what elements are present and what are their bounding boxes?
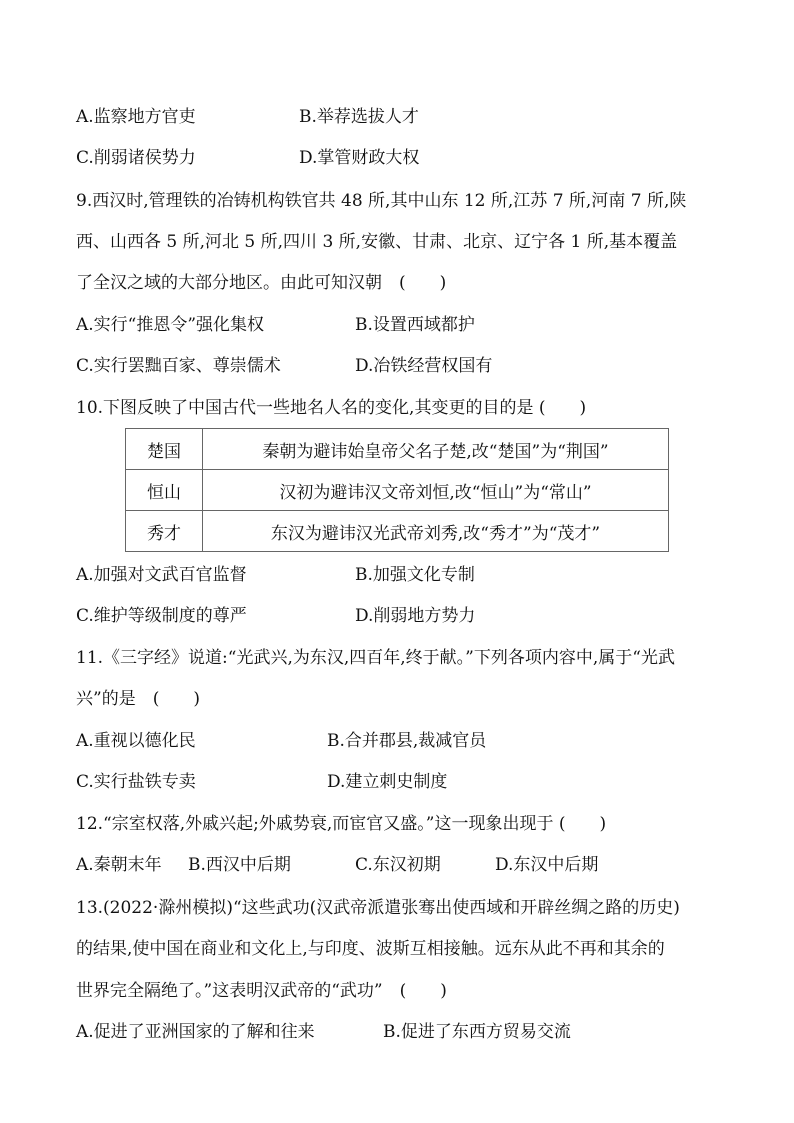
table-row: [126, 511, 669, 552]
q8-option-d: D.掌管财政大权: [299, 148, 420, 168]
table-cell-name: 秀才: [126, 511, 203, 552]
q11-stem-line-1: 11.《三字经》说道:“光武兴,为东汉,四百年,终于献。”下列各项内容中,属于“光武: [76, 648, 675, 668]
q12-option-b: B.西汉中后期: [188, 855, 291, 875]
q13-stem-line-1: 13.(2022·滁州模拟)“这些武功(汉武帝派遣张骞出使西域和开辟丝绸之路的历史): [76, 898, 680, 918]
table-row: [126, 470, 669, 511]
q10-option-a: A.加强对文武百官监督: [76, 565, 247, 585]
q12-stem: 12.“宗室权落,外戚兴起;外戚势衰,而宦官又盛。”这一现象出现于 ( ): [76, 814, 607, 834]
q9-stem-line-2: 西、山西各 5 所,河北 5 所,四川 3 所,安徽、甘肃、北京、辽宁各 1 所,基本覆盖: [76, 232, 678, 252]
q8-option-a: A.监察地方官吏: [76, 107, 196, 127]
q9-option-b: B.设置西域都护: [355, 315, 475, 335]
table-cell-desc: 东汉为避讳汉光武帝刘秀,改“秀才”为“茂才”: [203, 511, 669, 552]
q12-option-d: D.东汉中后期: [495, 855, 599, 875]
q11-option-a: A.重视以德化民: [76, 731, 196, 751]
q10-option-c: C.维护等级制度的尊严: [76, 606, 247, 626]
q11-stem-line-2: 兴”的是 ( ): [76, 689, 200, 709]
q10-option-d: D.削弱地方势力: [355, 606, 476, 626]
q9-stem-line-1: 9.西汉时,管理铁的冶铸机构铁官共 48 所,其中山东 12 所,江苏 7 所,河南 7 所,陕: [76, 191, 687, 211]
q8-option-b: B.举荐选拔人才: [299, 107, 419, 127]
q12-option-a: A.秦朝末年: [76, 855, 162, 875]
q8-option-c: C.削弱诸侯势力: [76, 148, 196, 168]
table-cell-desc: 秦朝为避讳始皇帝父名子楚,改“楚国”为“荆国”: [203, 429, 669, 470]
q12-option-c: C.东汉初期: [355, 855, 441, 875]
q9-option-c: C.实行罢黜百家、尊崇儒术: [76, 356, 281, 376]
q9-stem-line-3: 了全汉之域的大部分地区。由此可知汉朝 ( ): [76, 273, 447, 293]
table-cell-desc: 汉初为避讳汉文帝刘恒,改“恒山”为“常山”: [203, 470, 669, 511]
table-cell-name: 恒山: [126, 470, 203, 511]
q11-option-b: B.合并郡县,裁减官员: [327, 731, 487, 751]
q9-option-d: D.冶铁经营权国有: [355, 356, 493, 376]
q11-option-c: C.实行盐铁专卖: [76, 772, 196, 792]
q13-option-a: A.促进了亚洲国家的了解和往来: [76, 1022, 315, 1042]
q10-table: [125, 428, 669, 552]
table-row: [126, 429, 669, 470]
q13-option-b: B.促进了东西方贸易交流: [383, 1022, 571, 1042]
q10-stem: 10.下图反映了中国古代一些地名人名的变化,其变更的目的是 ( ): [76, 398, 587, 418]
q13-stem-line-3: 世界完全隔绝了。”这表明汉武帝的“武功” ( ): [76, 981, 447, 1001]
q13-stem-line-2: 的结果,使中国在商业和文化上,与印度、波斯互相接触。远东从此不再和其余的: [76, 939, 665, 959]
q10-option-b: B.加强文化专制: [355, 565, 475, 585]
table-cell-name: 楚国: [126, 429, 203, 470]
q11-option-d: D.建立刺史制度: [327, 772, 448, 792]
q9-option-a: A.实行“推恩令”强化集权: [76, 315, 265, 335]
